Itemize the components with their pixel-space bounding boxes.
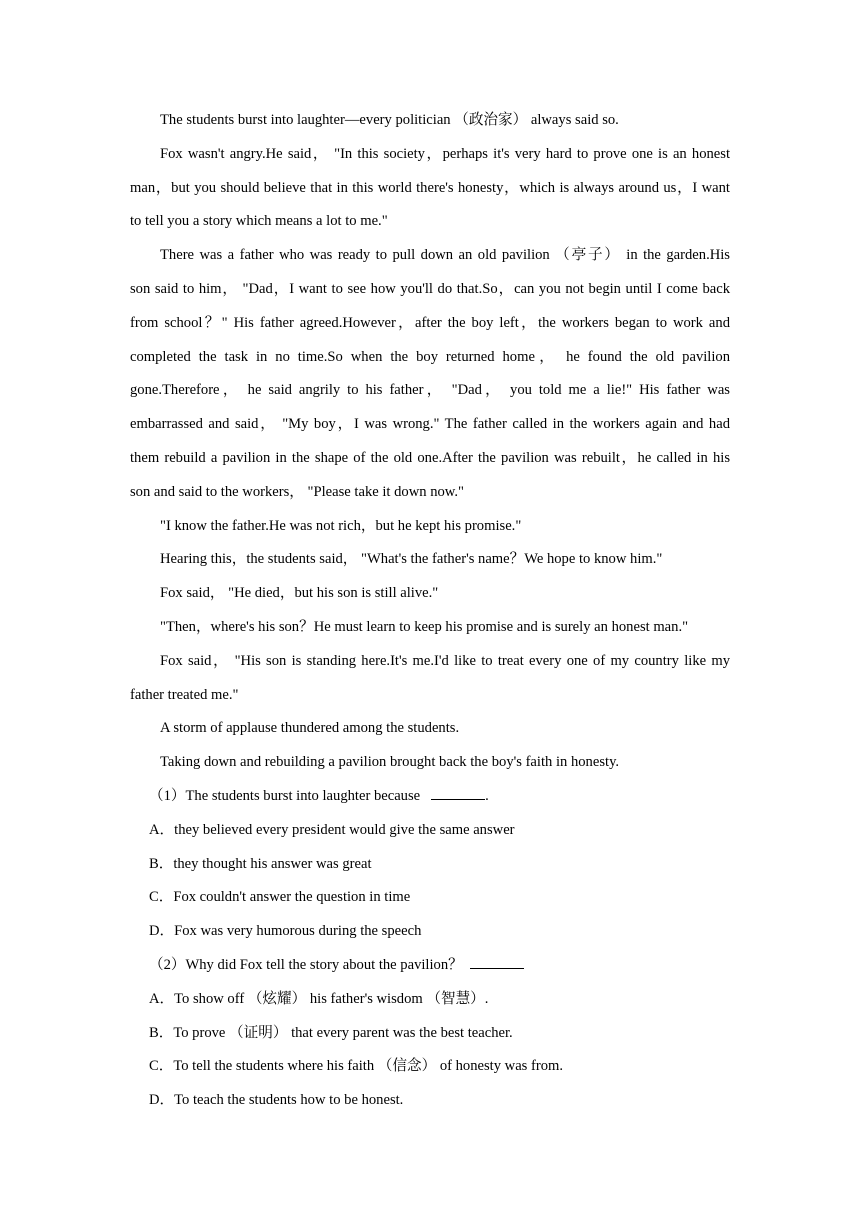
paragraph-2-line-1: Fox wasn't angry.He said， "In this society，perhaps it's very hard to prove one is an honest bbox=[160, 145, 730, 162]
question-1 bbox=[130, 780, 730, 814]
question-1-option-a[interactable]: A．they believed every president would give the same answer bbox=[149, 821, 515, 838]
paragraph-3-line-4: completed the task in no time.So when the boy returned home， he found the old pavilion bbox=[130, 348, 730, 365]
answer-blank[interactable] bbox=[431, 785, 485, 800]
paragraph-4: "I know the father.He was not rich，but he kept his promise." bbox=[160, 517, 522, 534]
question-2 bbox=[130, 949, 730, 983]
question-1-end: . bbox=[485, 787, 489, 804]
paragraph-3-line-7: them rebuild a pavilion in the shape of the old one.After the pavilion was rebuilt，he called in his bbox=[130, 449, 730, 466]
question-2-option-c[interactable]: C．To tell the students where his faith （信念） of honesty was from. bbox=[149, 1058, 564, 1075]
paragraph-7: "Then，where's his son？He must learn to keep his promise and is surely an honest man." bbox=[160, 618, 689, 635]
paragraph-2-line-3: to tell you a story which means a lot to me." bbox=[130, 213, 388, 230]
question-1-option-d[interactable]: D．Fox was very humorous during the speech bbox=[149, 923, 422, 940]
document-page bbox=[130, 104, 730, 1118]
paragraph-8-line-2: father treated me." bbox=[130, 686, 239, 703]
question-2-option-a[interactable]: A．To show off （炫耀） his father's wisdom （智慧）. bbox=[149, 990, 489, 1007]
paragraph-3-line-3: from school？" His father agreed.However，after the boy left，the workers began to work and bbox=[130, 314, 730, 331]
question-2-option-b[interactable]: B．To prove （证明） that every parent was the best teacher. bbox=[149, 1024, 513, 1041]
answer-blank[interactable] bbox=[470, 954, 524, 969]
paragraph-3-line-1: There was a father who was ready to pull down an old pavilion （亭子） in the garden.His bbox=[160, 247, 730, 264]
question-1-option-b[interactable]: B．they thought his answer was great bbox=[149, 855, 372, 872]
paragraph-3-line-6: embarrassed and said， "My boy，I was wrong." The father called in the workers again and had bbox=[130, 416, 730, 433]
question-2-option-d[interactable]: D．To teach the students how to be honest. bbox=[149, 1092, 404, 1109]
question-1-option-c[interactable]: C．Fox couldn't answer the question in time bbox=[149, 889, 411, 906]
paragraph-10: Taking down and rebuilding a pavilion brought back the boy's faith in honesty. bbox=[160, 754, 620, 771]
question-2-stem: （2）Why did Fox tell the story about the pavilion？ bbox=[149, 956, 463, 973]
paragraph-3-line-2: son said to him， "Dad，I want to see how you'll do that.So，can you not begin until I come back bbox=[130, 280, 730, 297]
paragraph-1: The students burst into laughter—every politician （政治家） always said so. bbox=[160, 112, 619, 128]
paragraph-3-line-5: gone.Therefore， he said angrily to his father， "Dad， you told me a lie!" His father was bbox=[130, 382, 730, 399]
question-1-stem: （1）The students burst into laughter because bbox=[149, 787, 421, 804]
paragraph-8-line-1: Fox said， "His son is standing here.It's me.I'd like to treat every one of my country like my bbox=[160, 652, 730, 669]
paragraph-2-line-2: man，but you should believe that in this world there's honesty，which is always around us，I want bbox=[130, 179, 730, 196]
paragraph-3-line-8: son and said to the workers， "Please take it down now." bbox=[130, 483, 464, 500]
paragraph-5: Hearing this，the students said， "What's the father's name？We hope to know him." bbox=[160, 551, 663, 568]
paragraph-9: A storm of applause thundered among the students. bbox=[160, 720, 460, 737]
paragraph-6: Fox said， "He died，but his son is still alive." bbox=[160, 585, 439, 602]
